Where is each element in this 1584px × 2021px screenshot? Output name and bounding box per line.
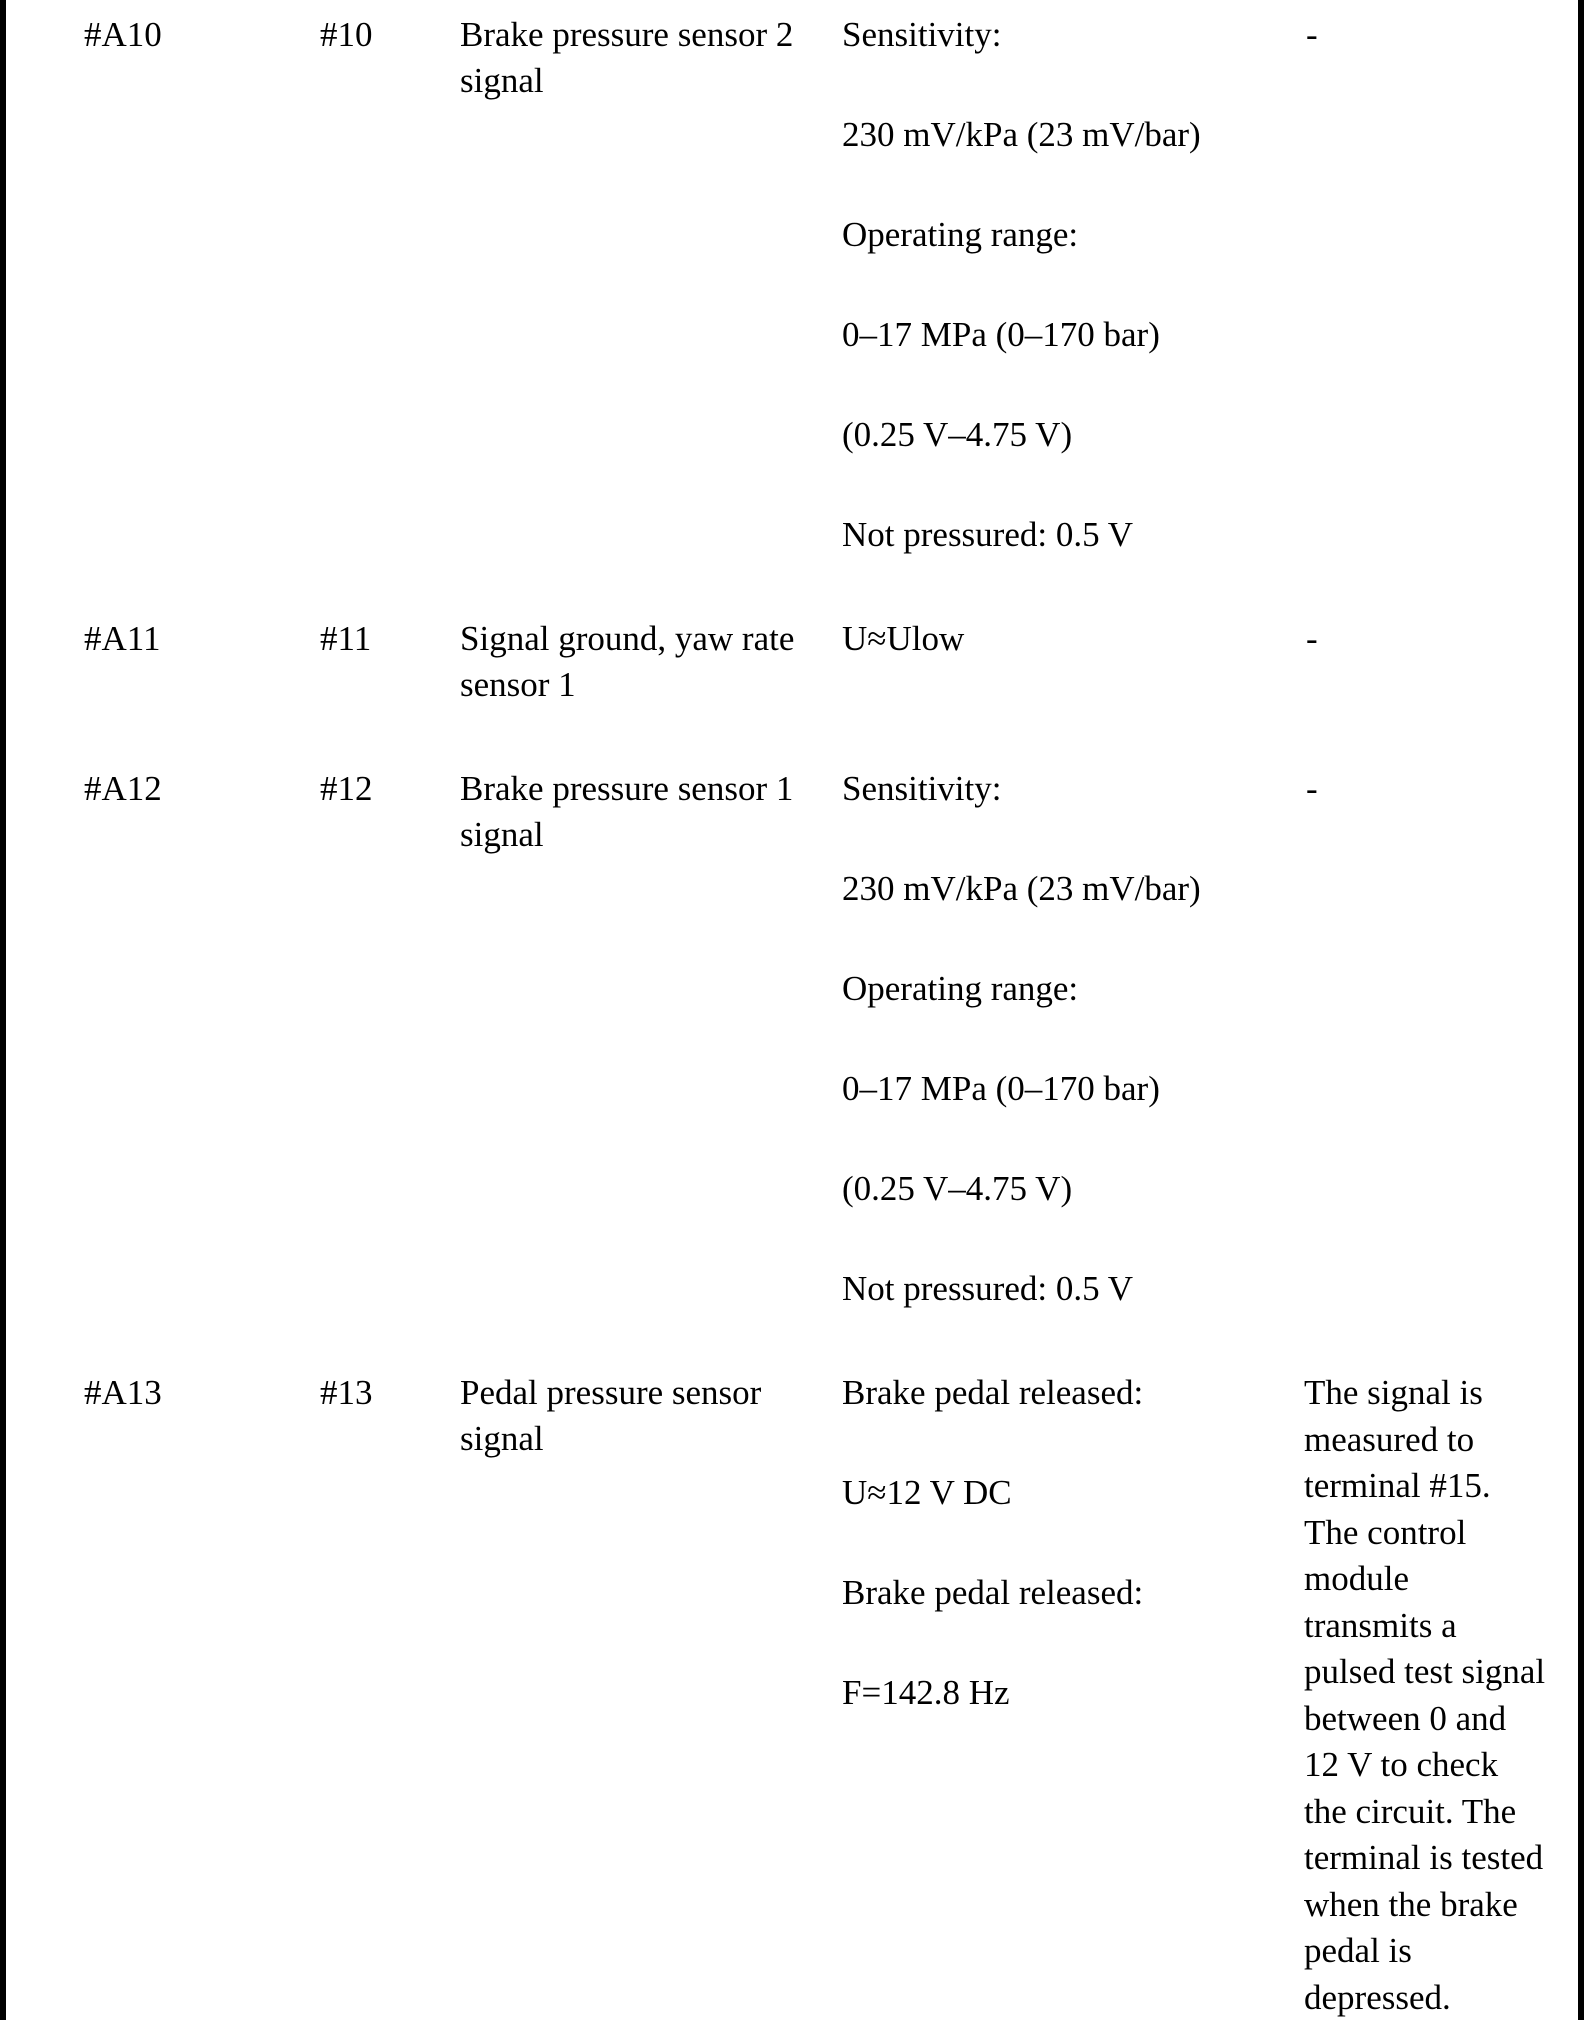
remark-line: 12 V to check (1304, 1742, 1584, 1789)
specification-line: 0–17 MPa (0–170 bar) (842, 1066, 1282, 1112)
pin-cell: #12 (320, 766, 440, 812)
specification-line: 230 mV/kPa (23 mV/bar) (842, 866, 1282, 912)
remark-cell: - (1306, 12, 1584, 58)
pin-cell: #11 (320, 616, 440, 662)
remark-line: between 0 and (1304, 1696, 1584, 1743)
specification-line: Sensitivity: (842, 12, 1282, 58)
description-line: sensor 1 (460, 662, 840, 708)
description-line: Signal ground, yaw rate (460, 616, 840, 662)
description-cell (460, 616, 840, 708)
specification-cell (842, 766, 1282, 1312)
specification-line: 230 mV/kPa (23 mV/bar) (842, 112, 1282, 158)
remark-line: depressed. (1304, 1975, 1584, 2021)
specification-line: Operating range: (842, 966, 1282, 1012)
description-cell (460, 1370, 840, 1462)
specification-cell (842, 616, 1282, 662)
description-line: Brake pressure sensor 1 (460, 766, 840, 812)
remark-line: when the brake (1304, 1882, 1584, 1929)
remark-line: terminal #15. (1304, 1463, 1584, 1510)
remark-line: The signal is (1304, 1370, 1584, 1417)
description-line: Pedal pressure sensor (460, 1370, 840, 1416)
connector-cell: #A12 (84, 766, 284, 812)
description-line: signal (460, 1416, 840, 1462)
connector-cell: #A10 (84, 12, 284, 58)
specification-line: U≈Ulow (842, 616, 1282, 662)
description-cell (460, 766, 840, 858)
pin-cell: #13 (320, 1370, 440, 1416)
specification-line: Not pressured: 0.5 V (842, 1266, 1282, 1312)
connector-cell: #A13 (84, 1370, 284, 1416)
description-line: Brake pressure sensor 2 (460, 12, 840, 58)
remark-cell (1304, 1370, 1584, 2021)
description-line: signal (460, 812, 840, 858)
specification-line: 0–17 MPa (0–170 bar) (842, 312, 1282, 358)
connector-cell: #A11 (84, 616, 284, 662)
specification-line: Operating range: (842, 212, 1282, 258)
remark-line: pedal is (1304, 1928, 1584, 1975)
pin-cell: #10 (320, 12, 440, 58)
specification-line: Not pressured: 0.5 V (842, 512, 1282, 558)
remark-line: the circuit. The (1304, 1789, 1584, 1836)
specification-line: Sensitivity: (842, 766, 1282, 812)
specification-line: F=142.8 Hz (842, 1670, 1282, 1716)
remark-line: transmits a (1304, 1603, 1584, 1650)
specification-line: (0.25 V–4.75 V) (842, 412, 1282, 458)
specification-line: U≈12 V DC (842, 1470, 1282, 1516)
specification-line: Brake pedal released: (842, 1570, 1282, 1616)
specification-line: Brake pedal released: (842, 1370, 1282, 1416)
specification-line: (0.25 V–4.75 V) (842, 1166, 1282, 1212)
remark-line: The control (1304, 1510, 1584, 1557)
remark-cell: - (1306, 616, 1584, 662)
remark-line: module (1304, 1556, 1584, 1603)
remark-cell: - (1306, 766, 1584, 812)
remark-line: measured to (1304, 1417, 1584, 1464)
description-line: signal (460, 58, 840, 104)
remark-line: terminal is tested (1304, 1835, 1584, 1882)
specification-cell (842, 12, 1282, 558)
description-cell (460, 12, 840, 104)
specification-cell (842, 1370, 1282, 1716)
remark-line: pulsed test signal (1304, 1649, 1584, 1696)
